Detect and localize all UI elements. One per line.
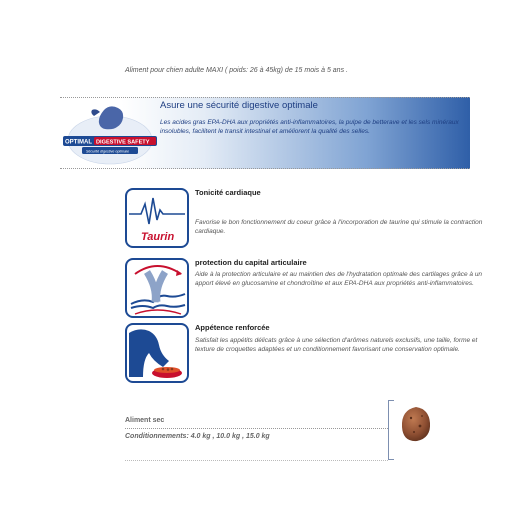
bracket-divider [388,400,394,460]
feature-title: Appétence renforcée [195,323,270,332]
digestive-safety-badge-icon [60,98,160,168]
digestive-safety-banner [60,97,470,169]
svg-text:Sécurité digestive optimale: Sécurité digestive optimale [86,149,129,154]
feature-text: Satisfait les appétits délicats grâce à une sélection d'arômes naturels exclusifs, une taille, forme et texture de croquettes adaptées et un conditionnement favorisant une conservation optimale. [195,337,478,353]
heartbeat-icon [125,188,189,248]
packaging-sizes: Conditionnements: 4.0 kg , 10.0 kg , 15.0 kg [125,433,270,440]
svg-text:OPTIMAL: OPTIMAL [65,139,92,146]
banner-title: Asure une sécurité digestive optimale [160,100,318,111]
feature-title: Tonicité cardiaque [195,188,261,197]
banner-text: Les acides gras EPA-DHA aux propriétés anti-inflammatoires, la pulpe de betterave et les sels minéraux insolubles, facilitent le transit intestinal et améliorent la qualité des selles. [160,119,459,135]
divider [125,460,388,461]
kibble-image [400,404,432,444]
divider [125,428,388,429]
feature-text: Aide à la protection articulaire et au maintien des de l'hydratation optimale des cartilages grâce à un apport élevé en glucosamine et chondroïtine et aux EPA-DHA aux propriétés anti-inflammatoires. [195,271,483,287]
dog-eating-icon [125,323,189,383]
product-description: Aliment pour chien adulte MAXI ( poids: 26 à 45kg) de 15 mois à 5 ans . [125,67,348,74]
joint-icon [125,258,189,318]
svg-text:DIGESTIVE SAFETY: DIGESTIVE SAFETY [96,139,150,146]
feature-title: protection du capital articulaire [195,258,307,267]
dry-food-label: Aliment sec [125,417,165,424]
feature-text: Favorise le bon fonctionnement du coeur grâce à l'incorporation de taurine qui stimule la contraction cardiaque. [195,219,483,235]
svg-text:Taurin: Taurin [141,231,175,243]
